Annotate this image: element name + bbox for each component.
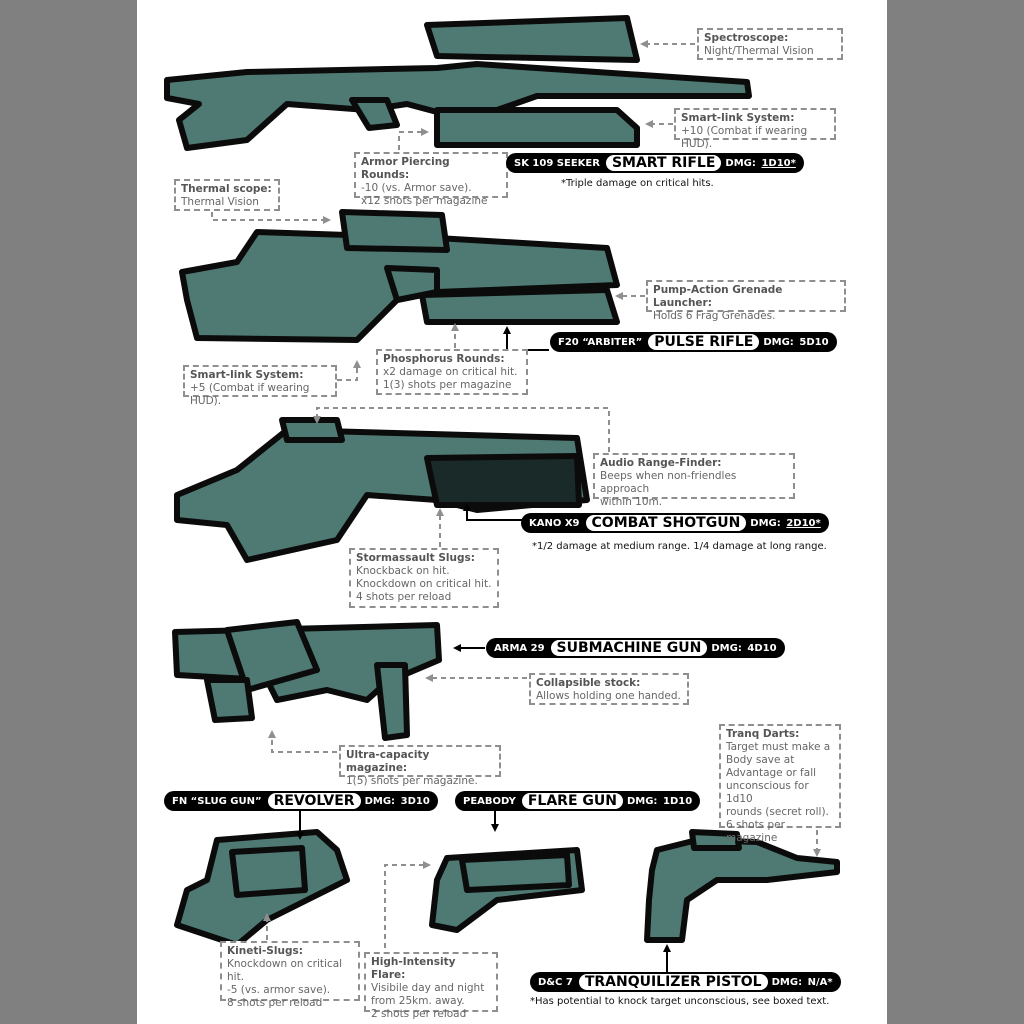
callout-body: Allows holding one handed. [536, 690, 681, 702]
weapon-type: COMBAT SHOTGUN [586, 515, 747, 531]
callout-title: Tranq Darts: [726, 728, 800, 740]
callout-body: 1(5) shots per magazine. [346, 775, 478, 787]
tranquilizer-pistol-illustration [647, 832, 837, 940]
dmg-label: DMG: [711, 642, 742, 654]
callout-collapsible [529, 673, 689, 705]
tranquilizer-pistol-note: *Has potential to knock target unconscious, see boxed text. [530, 996, 830, 1007]
combat-shotgun-note: *1/2 damage at medium range. 1/4 damage at long range. [532, 541, 827, 552]
dmg-value: 1D10 [663, 795, 693, 807]
callout-ultra-capacity [339, 745, 501, 787]
callout-title: Collapsible stock: [536, 677, 641, 689]
callout-body: Knockdown on critical hit. -5 (vs. armor save). 8 shots per reload [227, 958, 343, 1009]
callout-body: -10 (vs. Armor save). x12 shots per magazine [361, 182, 488, 207]
callout-thermal-scope [174, 179, 280, 211]
callout-range-finder [593, 453, 795, 508]
weapon-type: SMART RIFLE [606, 155, 721, 171]
revolver-illustration [177, 832, 347, 945]
callout-grenade-launcher [646, 280, 846, 322]
callout-title: Smart-link System: [190, 369, 304, 381]
weapon-model: D&C 7 [538, 976, 573, 988]
callout-phosphorus [376, 349, 528, 395]
callout-stormassault [349, 548, 499, 608]
submachine-gun-illustration [175, 622, 439, 738]
dmg-label: DMG: [771, 976, 803, 988]
name-bar-tranquilizer-pistol [530, 972, 841, 992]
name-bar-revolver [164, 791, 438, 811]
dmg-value: 5D10 [799, 336, 829, 348]
callout-smartlink-rifle [674, 108, 836, 150]
callout-body: Thermal Vision [181, 196, 259, 208]
flare-gun-illustration [432, 850, 582, 930]
callout-title: Spectroscope: [704, 32, 789, 44]
dmg-value: 2D10* [786, 517, 821, 529]
callout-body: Target must make a Body save at Advantage or fall unconscious for 1d10 rounds (secret roll). 6 shots per magazine [726, 741, 831, 844]
dmg-label: DMG: [364, 795, 396, 807]
dmg-label: DMG: [725, 157, 756, 169]
callout-tranq-darts [719, 724, 841, 844]
callout-body: +5 (Combat if wearing HUD). [190, 382, 310, 407]
callout-smartlink-pulse [183, 365, 337, 407]
dmg-value: 3D10 [400, 795, 430, 807]
weapon-model: PEABODY [463, 795, 516, 807]
callout-body: Knockback on hit. Knockdown on critical hit. 4 shots per reload [356, 565, 492, 603]
smart-rifle-illustration [167, 18, 749, 148]
callout-armor-piercing [354, 152, 508, 207]
callout-body: Night/Thermal Vision [704, 45, 814, 57]
name-bar-submachine-gun [486, 638, 785, 658]
weapon-model: SK 109 SEEKER [514, 157, 600, 169]
weapon-model: ARMA 29 [494, 642, 545, 654]
dmg-label: DMG: [626, 795, 658, 807]
callout-body: Visibile day and night from 25km. away. 2 shots per reload [371, 982, 485, 1020]
callout-kineti-slugs [220, 941, 360, 1009]
callout-flare [364, 952, 498, 1020]
name-bar-flare-gun [455, 791, 700, 811]
callout-title: Armor Piercing Rounds: [361, 156, 450, 181]
callout-body: Beeps when non-friendles approach within 10m. [600, 470, 737, 508]
dmg-value: N/A* [807, 976, 833, 988]
weapon-type: SUBMACHINE GUN [551, 640, 708, 656]
callout-title: Stormassault Slugs: [356, 552, 475, 564]
name-bar-pulse-rifle [550, 332, 837, 352]
dmg-value: 4D10 [747, 642, 777, 654]
combat-shotgun-illustration [177, 420, 587, 560]
callout-body: +10 (Combat if wearing HUD). [681, 125, 808, 150]
smart-rifle-note: *Triple damage on critical hits. [561, 178, 714, 189]
callout-body: Holds 6 Frag Grenades. [653, 310, 776, 322]
callout-title: Kineti-Slugs: [227, 945, 303, 957]
name-bar-combat-shotgun [521, 513, 829, 533]
callout-title: Ultra-capacity magazine: [346, 749, 430, 774]
dmg-label: DMG: [763, 336, 794, 348]
weapon-type: TRANQUILIZER PISTOL [579, 974, 768, 990]
callout-title: High-Intensity Flare: [371, 956, 456, 981]
callout-title: Audio Range-Finder: [600, 457, 722, 469]
callout-title: Pump-Action Grenade Launcher: [653, 284, 783, 309]
dmg-value: 1D10* [761, 157, 796, 169]
weapon-model: KANO X9 [529, 517, 580, 529]
callout-body: x2 damage on critical hit. 1(3) shots per magazine [383, 366, 518, 391]
weapon-type: PULSE RIFLE [648, 334, 759, 350]
weapon-sheet-page [137, 0, 887, 1024]
dmg-label: DMG: [750, 517, 781, 529]
callout-title: Smart-link System: [681, 112, 795, 124]
weapon-model: FN “SLUG GUN” [172, 795, 262, 807]
callout-title: Thermal scope: [181, 183, 272, 195]
callout-spectroscope [697, 28, 843, 60]
pulse-rifle-illustration [182, 212, 617, 340]
weapon-type: REVOLVER [268, 793, 361, 809]
weapon-model: F20 “ARBITER” [558, 336, 643, 348]
callout-title: Phosphorus Rounds: [383, 353, 505, 365]
weapon-type: FLARE GUN [522, 793, 623, 809]
name-bar-smart-rifle [506, 153, 804, 173]
